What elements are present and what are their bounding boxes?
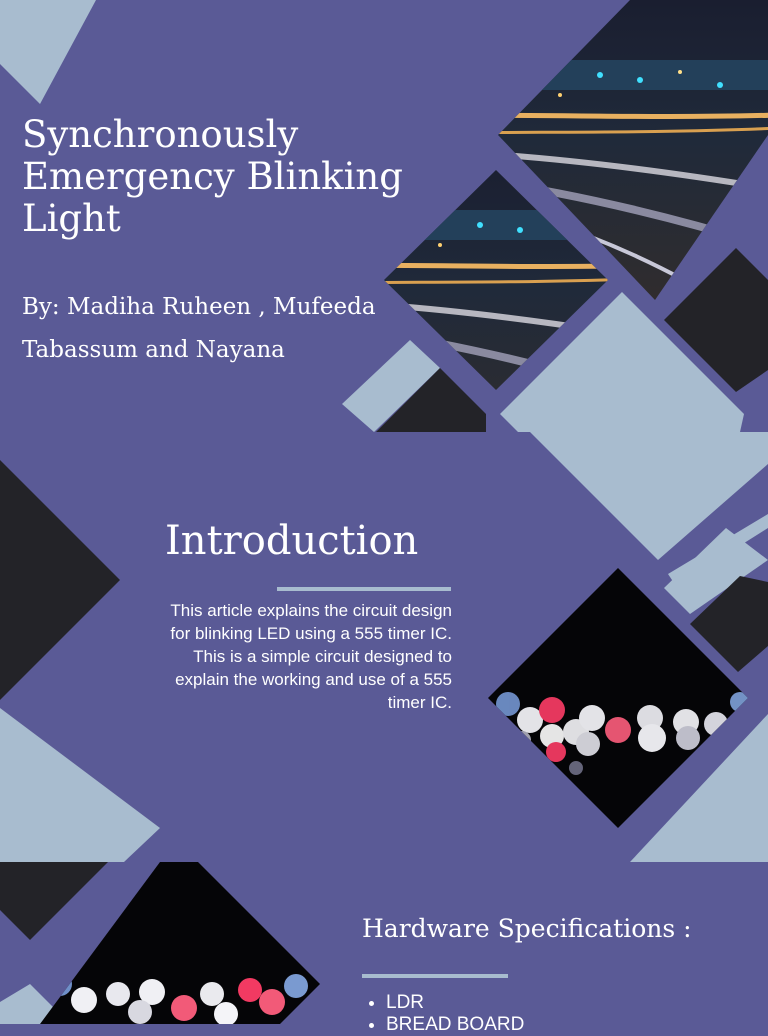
list-item: • LDR: [386, 992, 524, 1014]
introduction-divider: [277, 587, 451, 591]
list-item: • BREAD BOARD: [386, 1014, 524, 1036]
introduction-slide: [0, 432, 768, 862]
title-slide: [0, 0, 768, 432]
introduction-heading: Introduction: [165, 518, 419, 564]
hardware-divider: [362, 974, 508, 978]
hardware-slide: [0, 862, 768, 1035]
introduction-body: This article explains the circuit design for blinking LED using a 555 timer IC. This is a simple circuit designed to explain the working and use of a 555 timer IC.: [170, 601, 452, 712]
hardware-list: [368, 992, 524, 1036]
presentation-title: Synchronously Emergency Blinking Light: [22, 113, 403, 240]
authors-line: By: Madiha Ruheen , Mufeeda Tabassum and Nayana: [22, 294, 376, 363]
hardware-heading: Hardware Specifications :: [362, 914, 692, 943]
